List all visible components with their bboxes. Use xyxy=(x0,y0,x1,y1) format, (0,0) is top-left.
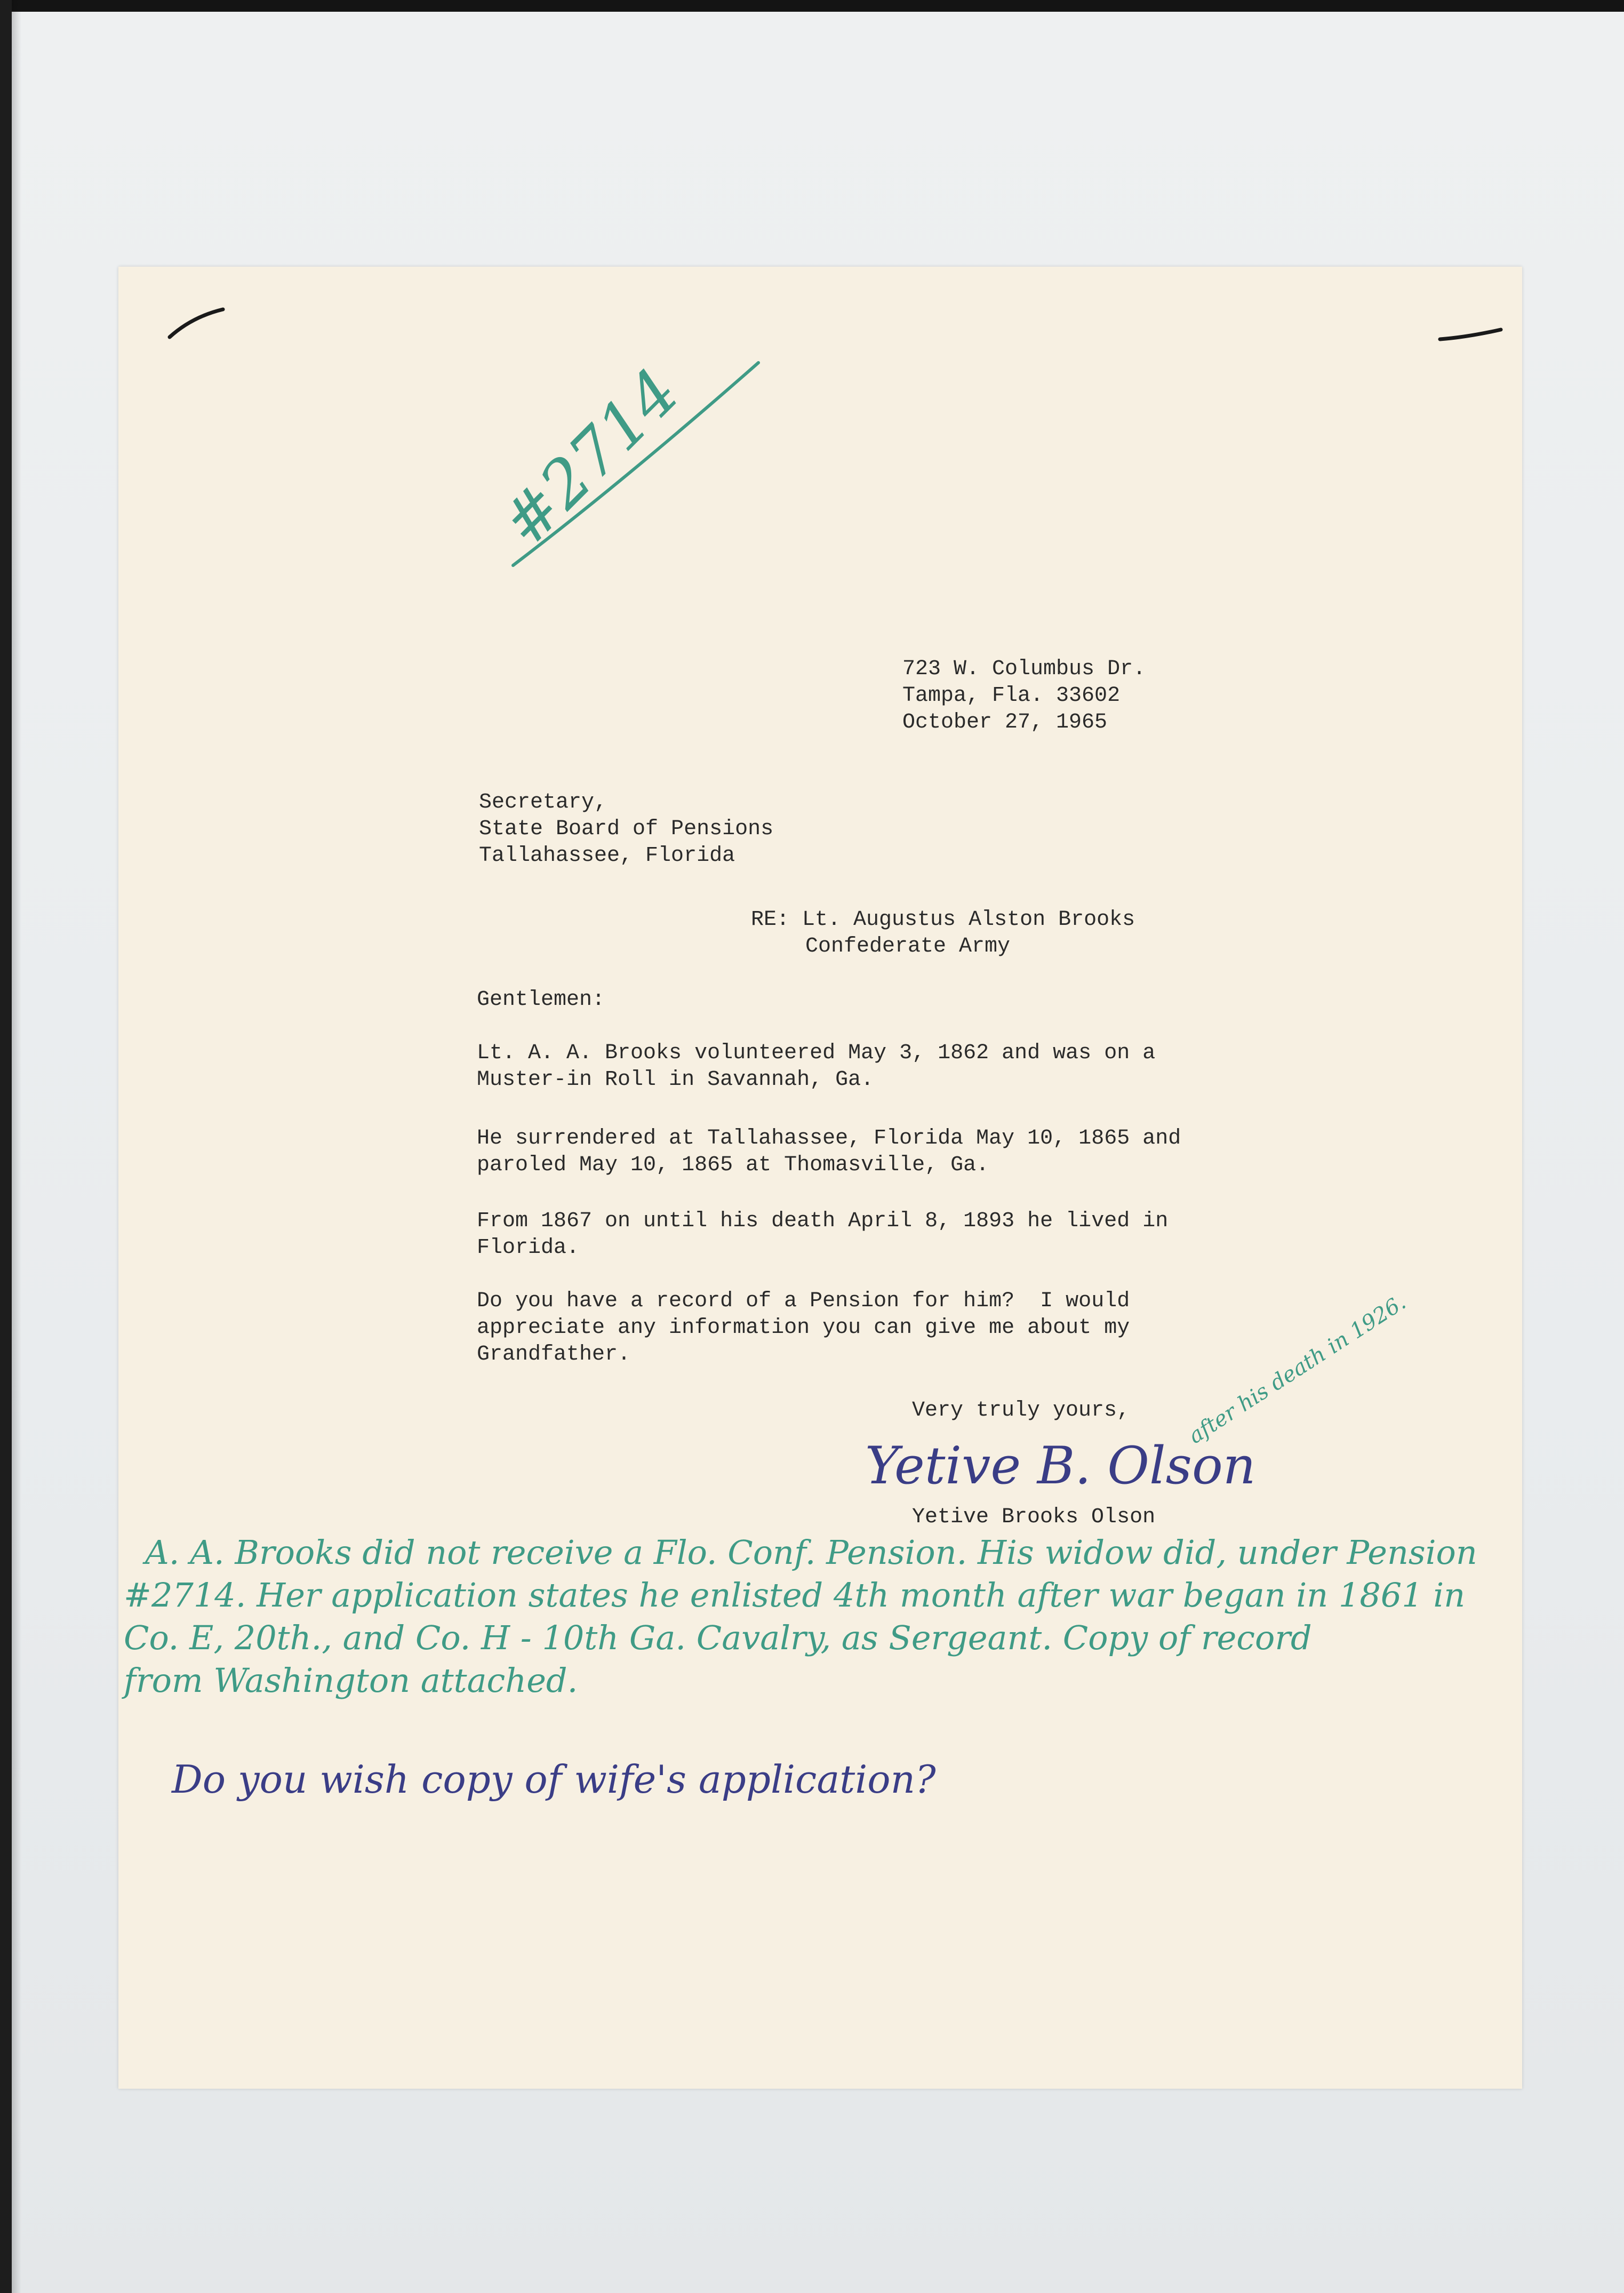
right-punch-mark xyxy=(1436,320,1505,347)
scan-border-top xyxy=(0,0,1624,12)
sender-street: 723 W. Columbus Dr. xyxy=(902,657,1146,681)
re-line-2: Confederate Army xyxy=(805,934,1011,958)
scan-border-left xyxy=(0,0,12,2293)
handwritten-note-line-3: Co. E, 20th., and Co. H - 10th Ga. Cavalry, as Sergeant. Copy of record xyxy=(124,1618,1312,1657)
recipient-line-1: Secretary, xyxy=(479,790,607,814)
recipient-line-2: State Board of Pensions xyxy=(479,817,774,841)
body-paragraph: Do you have a record of a Pension for him? I would appreciate any information you can give me about my Grandfather. xyxy=(477,1289,1130,1367)
letter-date: October 27, 1965 xyxy=(902,710,1108,734)
file-number-underline xyxy=(508,347,764,571)
handwritten-note-line-2: #2714. Her application states he enlisted 4th month after war began in 1861 in xyxy=(124,1576,1466,1615)
signature: Yetive B. Olson xyxy=(865,1436,1256,1496)
handwritten-note-line-4: from Washington attached. xyxy=(124,1661,578,1700)
sender-city: Tampa, Fla. 33602 xyxy=(902,684,1121,708)
scan-edge-shadow xyxy=(12,0,21,2293)
handwritten-note-line-1: A. A. Brooks did not receive a Flo. Conf. Pension. His widow did, under Pension xyxy=(145,1533,1477,1572)
typed-name: Yetive Brooks Olson xyxy=(912,1505,1156,1529)
handwritten-question: Do you wish copy of wife's application? xyxy=(172,1757,936,1802)
closing: Very truly yours, xyxy=(912,1399,1130,1423)
left-punch-mark xyxy=(165,305,229,342)
file-number: #2714 xyxy=(487,355,694,561)
body-paragraph: Lt. A. A. Brooks volunteered May 3, 1862 and was on a Muster-in Roll in Savannah, Ga. xyxy=(477,1041,1156,1092)
body-paragraph: From 1867 on until his death April 8, 1893 he lived in Florida. xyxy=(477,1209,1169,1260)
salutation: Gentlemen: xyxy=(477,988,605,1012)
re-line-1: RE: Lt. Augustus Alston Brooks xyxy=(751,908,1135,932)
body-paragraph: He surrendered at Tallahassee, Florida May 10, 1865 and paroled May 10, 1865 at Thomasville, Ga. xyxy=(477,1126,1181,1177)
margin-note: after his death in 1926. xyxy=(1184,1290,1411,1449)
recipient-line-3: Tallahassee, Florida xyxy=(479,844,735,868)
letter-sheet xyxy=(118,267,1522,2089)
